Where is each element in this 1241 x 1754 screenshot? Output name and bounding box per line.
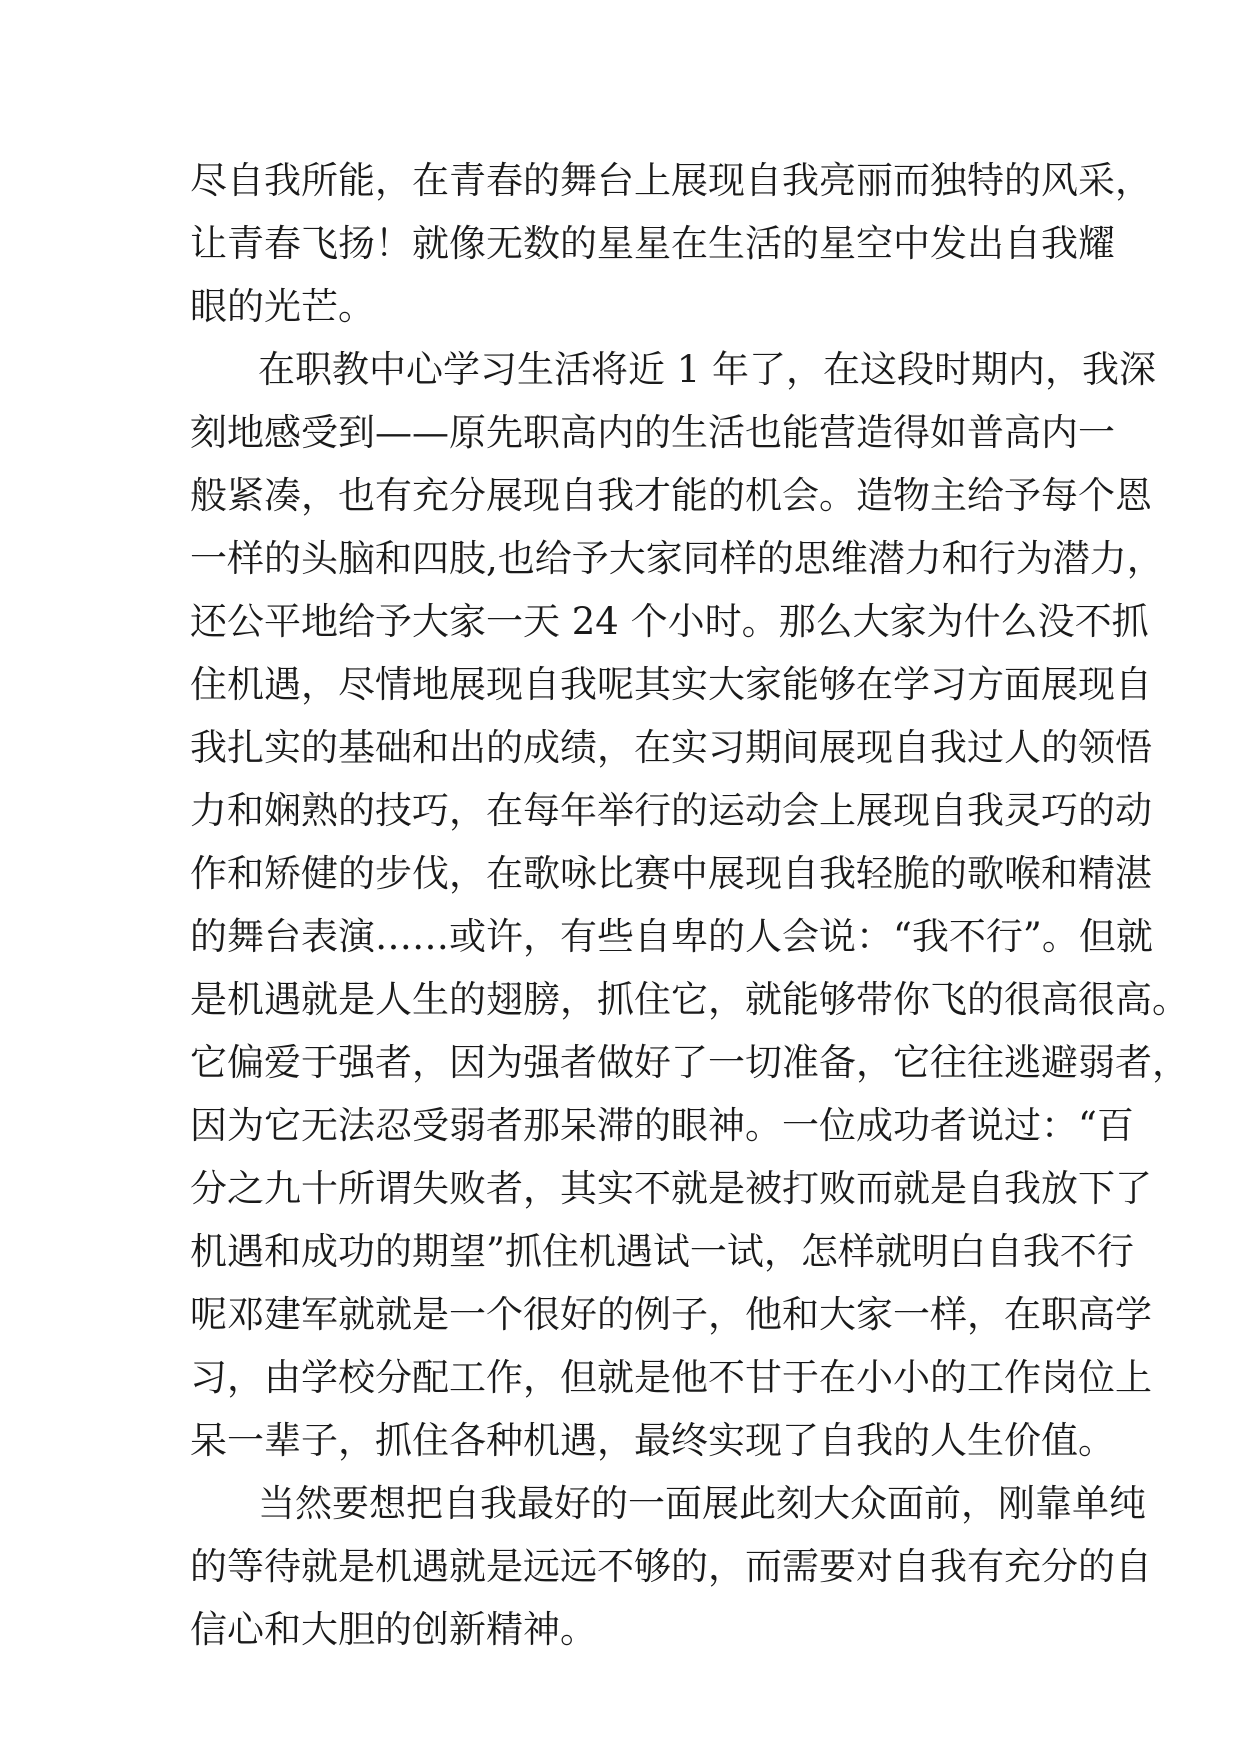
text-line: 我扎实的基础和出的成绩，在实习期间展现自我过人的领悟 xyxy=(190,726,1152,769)
text-line: 的等待就是机遇就是远远不够的，而需要对自我有充分的自 xyxy=(190,1545,1152,1588)
paragraph-first-line: 当然要想把自我最好的一面展此刻大众面前，刚靠单纯 xyxy=(258,1482,1146,1525)
text-line: 让青春飞扬！就像无数的星星在生活的星空中发出自我耀 xyxy=(190,222,1115,265)
text-line: 眼的光芒。 xyxy=(190,285,375,328)
text-line: 机遇和成功的期望”抓住机遇试一试，怎样就明白自我不行 xyxy=(190,1230,1134,1273)
paragraph-first-line: 在职教中心学习生活将近 1 年了，在这段时期内，我深 xyxy=(258,348,1157,391)
text-line: 呢邓建军就就是一个很好的例子，他和大家一样，在职高学 xyxy=(190,1293,1152,1336)
text-line: 呆一辈子，抓住各种机遇，最终实现了自我的人生价值。 xyxy=(190,1419,1115,1462)
text-line: 般紧凑，也有充分展现自我才能的机会。造物主给予每个恩 xyxy=(190,474,1152,517)
text-line: 刻地感受到——原先职高内的生活也能营造得如普高内一 xyxy=(190,411,1115,454)
text-line: 因为它无法忍受弱者那呆滞的眼神。一位成功者说过：“百 xyxy=(190,1104,1134,1147)
text-line: 信心和大胆的创新精神。 xyxy=(190,1608,597,1651)
text-line: 的舞台表演……或许，有些自卑的人会说：“我不行”。但就 xyxy=(190,915,1153,958)
text-line: 尽自我所能，在青春的舞台上展现自我亮丽而独特的风采， xyxy=(190,159,1152,202)
text-line: 住机遇，尽情地展现自我呢其实大家能够在学习方面展现自 xyxy=(190,663,1152,706)
text-line: 一样的头脑和四肢,也给予大家同样的思维潜力和行为潜力， xyxy=(190,537,1164,580)
text-line: 作和矫健的步伐，在歌咏比赛中展现自我轻脆的歌喉和精湛 xyxy=(190,852,1152,895)
text-line: 分之九十所谓失败者，其实不就是被打败而就是自我放下了 xyxy=(190,1167,1152,1210)
text-line: 还公平地给予大家一天 24 个小时。那么大家为什么没不抓 xyxy=(190,600,1149,643)
text-line: 习，由学校分配工作，但就是他不甘于在小小的工作岗位上 xyxy=(190,1356,1152,1399)
text-line: 力和娴熟的技巧，在每年举行的运动会上展现自我灵巧的动 xyxy=(190,789,1152,832)
text-line: 是机遇就是人生的翅膀，抓住它，就能够带你飞的很高很高。 xyxy=(190,978,1189,1021)
text-line: 它偏爱于强者，因为强者做好了一切准备，它往往逃避弱者， xyxy=(190,1041,1189,1084)
